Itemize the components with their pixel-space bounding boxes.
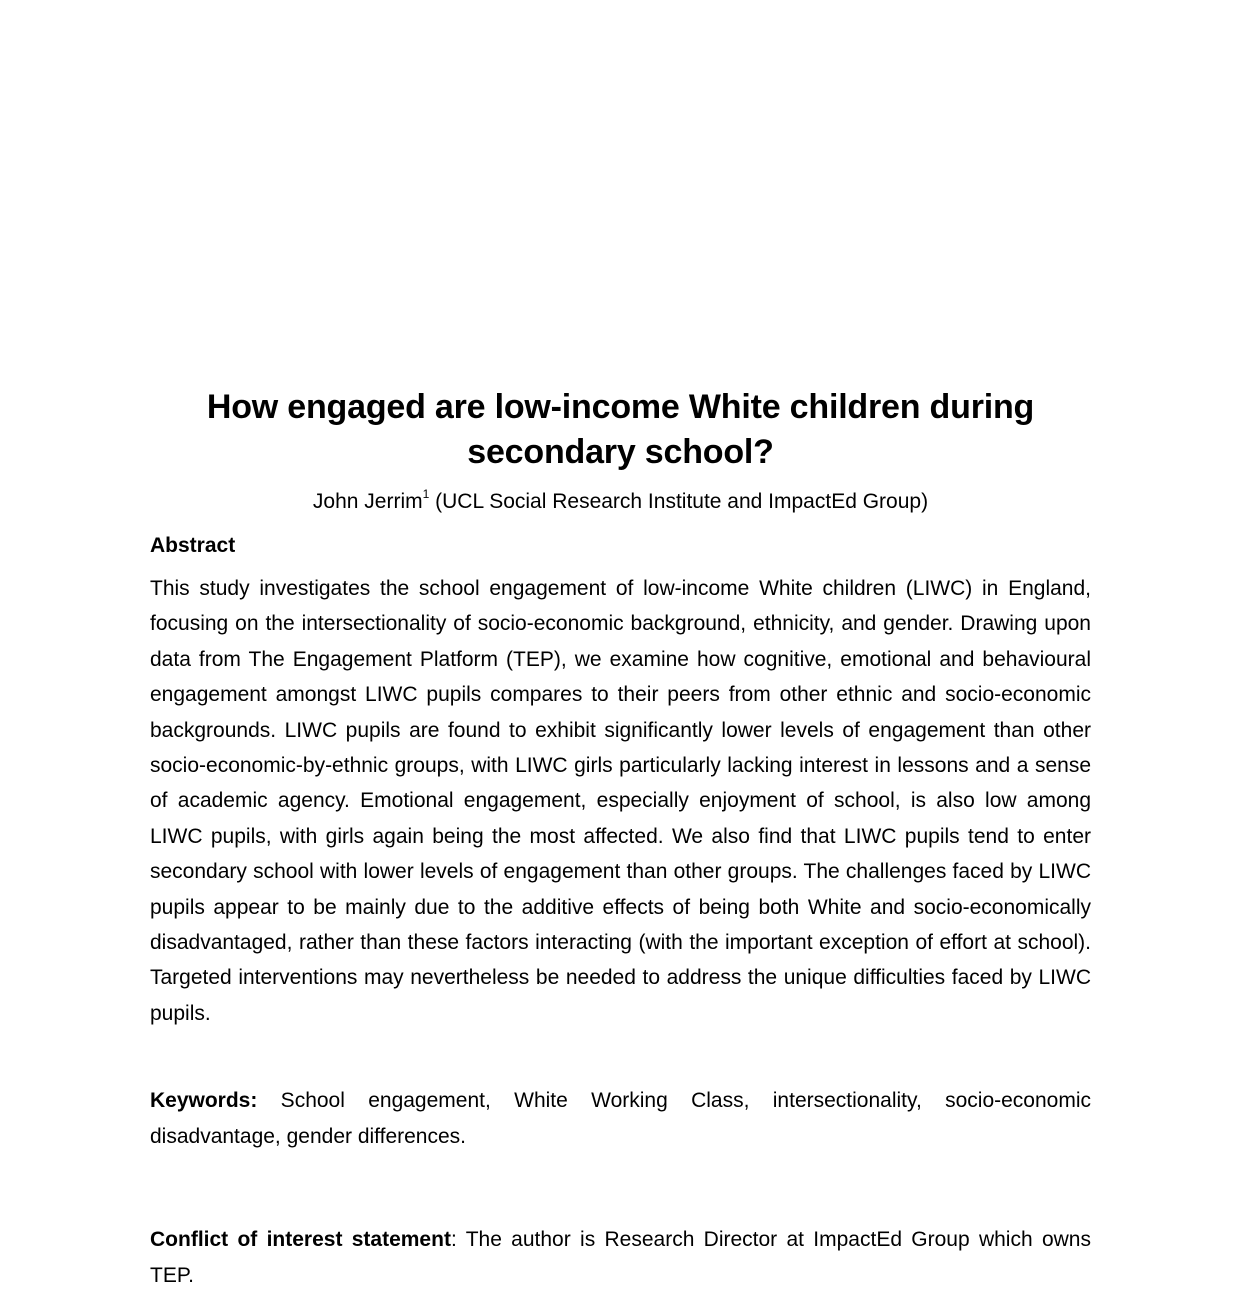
author-footnote-marker: 1 xyxy=(422,487,430,501)
author-affiliation: (UCL Social Research Institute and ImpactEd Group) xyxy=(429,490,929,513)
abstract-body: This study investigates the school engagement of low-income White children (LIWC) in England, focusing on the intersectionality of socio-economic background, ethnicity, and gender. Drawing upon data from The Engagement Platform (TEP), we examine how cognitive, emotional and behavioural engagement amongst LIWC pupils compares to their peers from other ethnic and socio-economic backgrounds. LIWC pupils are found to exhibit significantly lower levels of engagement than other socio-economic-by-ethnic groups, with LIWC girls particularly lacking interest in lessons and a sense of academic agency. Emotional engagement, especially enjoyment of school, is also low among LIWC pupils, with girls again being the most affected. We also find that LIWC pupils tend to enter secondary school with lower levels of engagement than other groups. The challenges faced by LIWC pupils appear to be mainly due to the additive effects of being both White and socio-economically disadvantaged, rather than these factors interacting (with the important exception of effort at school). Targeted interventions may nevertheless be needed to address the unique difficulties faced by LIWC pupils. xyxy=(150,577,1091,1025)
conflict-text: : The author is Research Director at ImpactEd Group which owns TEP. xyxy=(150,1228,1091,1287)
keywords-paragraph xyxy=(150,1083,1091,1155)
author-name: John Jerrim xyxy=(312,490,423,513)
conflict-label: Conflict of interest statement xyxy=(150,1228,451,1251)
conflict-of-interest-paragraph xyxy=(150,1222,1091,1294)
abstract-heading: Abstract xyxy=(150,534,236,557)
keywords-label: Keywords: xyxy=(150,1089,258,1112)
paper-title: How engaged are low-income White children during secondary school? xyxy=(206,388,1035,471)
author-line xyxy=(150,486,1091,518)
keywords-text: School engagement, White Working Class, intersectionality, socio-economic disadvantage, gender differences. xyxy=(150,1089,1091,1148)
